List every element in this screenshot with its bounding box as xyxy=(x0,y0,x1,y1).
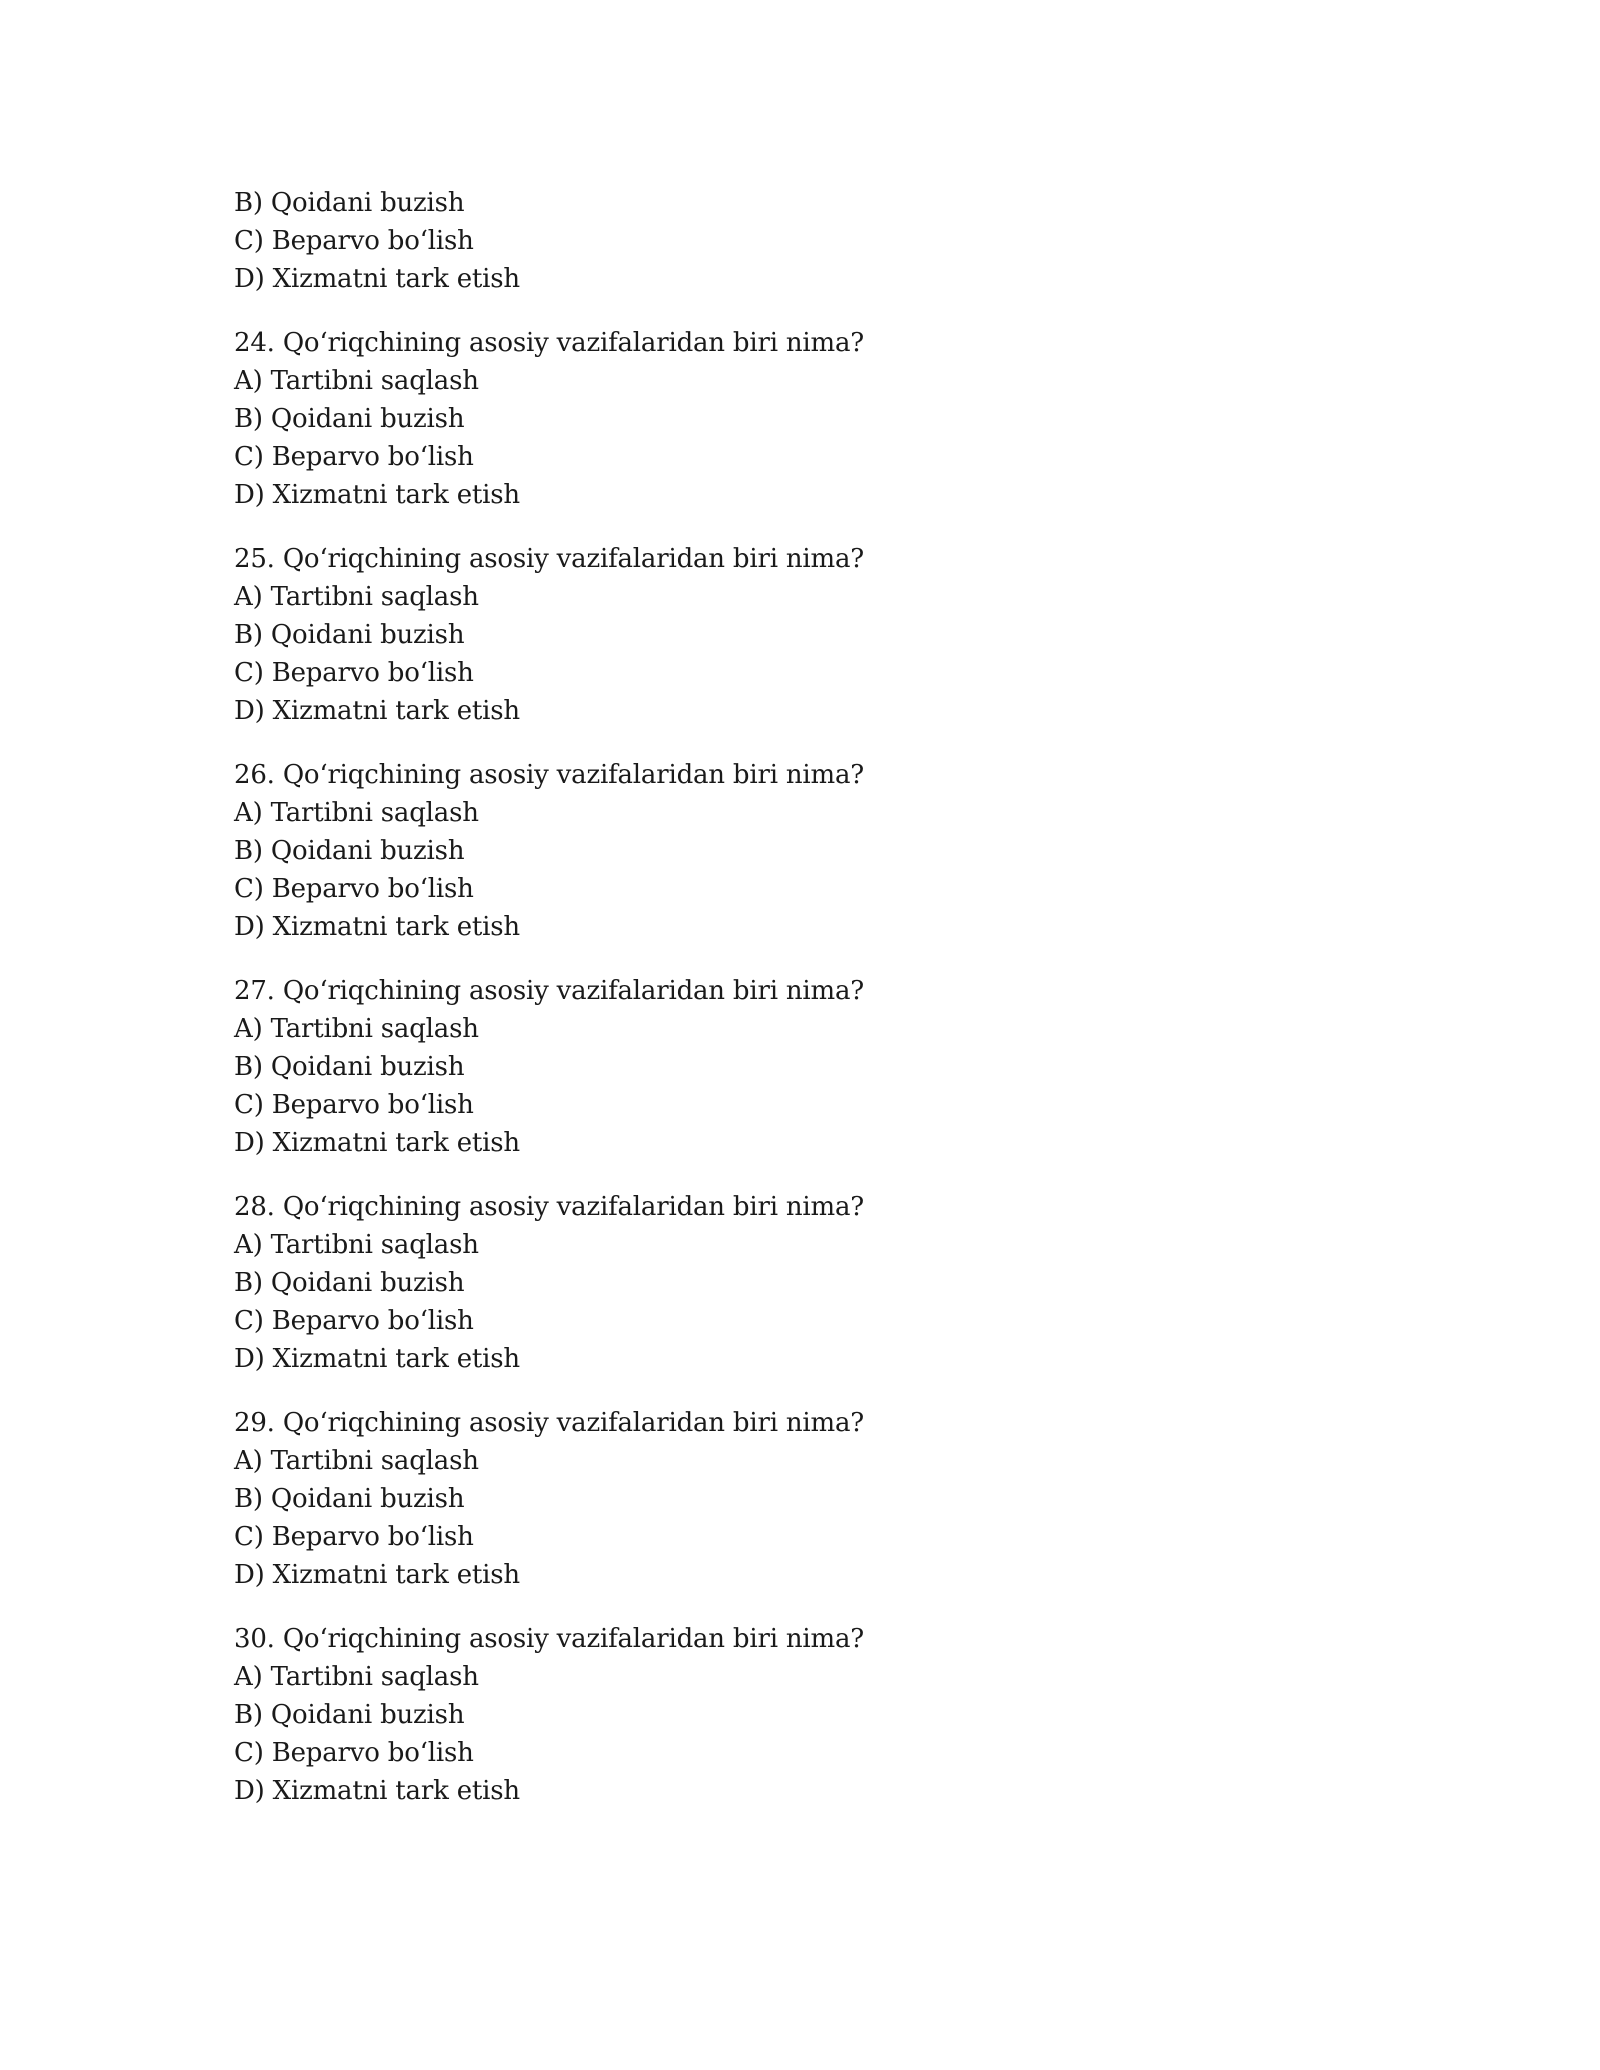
option-d: D) Xizmatni tark etish xyxy=(234,1344,520,1374)
option-a: A) Tartibni saqlash xyxy=(234,1014,479,1044)
option-c: C) Beparvo bo‘lish xyxy=(234,1306,474,1336)
option-d: D) Xizmatni tark etish xyxy=(234,1128,520,1158)
option-d: D) Xizmatni tark etish xyxy=(234,912,520,942)
option-c: C) Beparvo bo‘lish xyxy=(234,1522,474,1552)
continued-question-block xyxy=(234,184,1384,298)
option-b: B) Qoidani buzish xyxy=(234,1700,465,1730)
question-text: 25. Qo‘riqchining asosiy vazifalaridan biri nima? xyxy=(234,544,865,574)
option-d: D) Xizmatni tark etish xyxy=(234,264,520,294)
option-d: D) Xizmatni tark etish xyxy=(234,696,520,726)
option-a: A) Tartibni saqlash xyxy=(234,798,479,828)
option-c: C) Beparvo bo‘lish xyxy=(234,874,474,904)
option-a: A) Tartibni saqlash xyxy=(234,582,479,612)
question-block-26 xyxy=(234,756,1384,946)
option-a: A) Tartibni saqlash xyxy=(234,1230,479,1260)
question-text: 30. Qo‘riqchining asosiy vazifalaridan biri nima? xyxy=(234,1624,865,1654)
option-b: B) Qoidani buzish xyxy=(234,404,465,434)
option-d: D) Xizmatni tark etish xyxy=(234,480,520,510)
option-c: C) Beparvo bo‘lish xyxy=(234,226,474,256)
option-a: A) Tartibni saqlash xyxy=(234,1662,479,1692)
option-b: B) Qoidani buzish xyxy=(234,620,465,650)
question-text: 24. Qo‘riqchining asosiy vazifalaridan biri nima? xyxy=(234,328,865,358)
option-d: D) Xizmatni tark etish xyxy=(234,1560,520,1590)
question-block-25 xyxy=(234,540,1384,730)
question-text: 27. Qo‘riqchining asosiy vazifalaridan biri nima? xyxy=(234,976,865,1006)
option-b: B) Qoidani buzish xyxy=(234,1268,465,1298)
question-text: 26. Qo‘riqchining asosiy vazifalaridan biri nima? xyxy=(234,760,865,790)
option-b: B) Qoidani buzish xyxy=(234,1484,465,1514)
question-text: 29. Qo‘riqchining asosiy vazifalaridan biri nima? xyxy=(234,1408,865,1438)
option-d: D) Xizmatni tark etish xyxy=(234,1776,520,1806)
question-block-28 xyxy=(234,1188,1384,1378)
question-block-30 xyxy=(234,1620,1384,1810)
option-b: B) Qoidani buzish xyxy=(234,1052,465,1082)
option-c: C) Beparvo bo‘lish xyxy=(234,1090,474,1120)
question-block-29 xyxy=(234,1404,1384,1594)
option-a: A) Tartibni saqlash xyxy=(234,1446,479,1476)
option-a: A) Tartibni saqlash xyxy=(234,366,479,396)
option-b: B) Qoidani buzish xyxy=(234,188,465,218)
question-block-27 xyxy=(234,972,1384,1162)
option-b: B) Qoidani buzish xyxy=(234,836,465,866)
option-c: C) Beparvo bo‘lish xyxy=(234,1738,474,1768)
option-c: C) Beparvo bo‘lish xyxy=(234,658,474,688)
question-block-24 xyxy=(234,324,1384,514)
question-text: 28. Qo‘riqchining asosiy vazifalaridan biri nima? xyxy=(234,1192,865,1222)
quiz-content xyxy=(234,184,1384,1810)
option-c: C) Beparvo bo‘lish xyxy=(234,442,474,472)
